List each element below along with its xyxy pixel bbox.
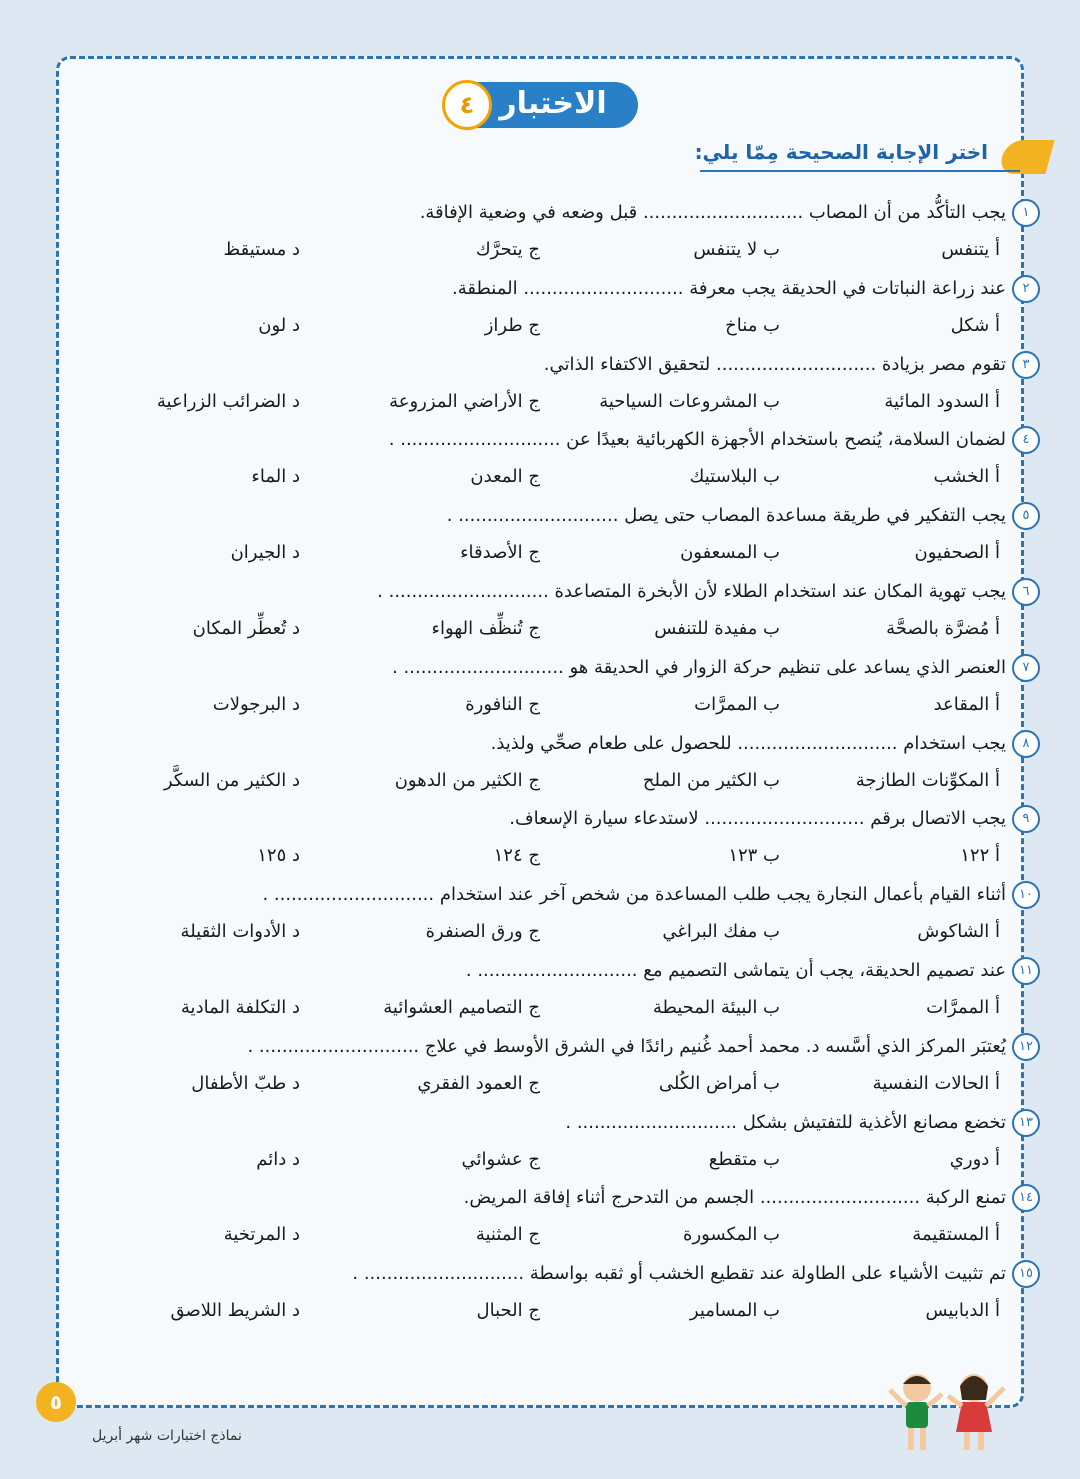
question-number: ١١ xyxy=(1012,957,1040,985)
question-text: عند زراعة النباتات في الحديقة يجب معرفة ............................ المنطقة. xyxy=(452,278,1006,299)
answer-option[interactable]: د المرتخية xyxy=(223,1224,300,1245)
question-number: ٨ xyxy=(1012,730,1040,758)
answer-option[interactable]: ج العمود الفقري xyxy=(417,1073,540,1094)
options-row xyxy=(70,614,1000,644)
answer-option[interactable]: أ الدبابيس xyxy=(925,1300,1000,1321)
instruction-heading: اختر الإجابة الصحيحة مِمّا يلي: xyxy=(694,140,988,164)
question-3 xyxy=(80,350,1040,380)
answer-option[interactable]: د مستيقظ xyxy=(223,239,300,260)
question-text: أثناء القيام بأعمال النجارة يجب طلب المساعدة من شخص آخر عند استخدام ............................ . xyxy=(262,884,1006,905)
question-2 xyxy=(80,274,1040,304)
question-number: ١٠ xyxy=(1012,881,1040,909)
answer-option[interactable]: ج الأراضي المزروعة xyxy=(389,391,540,412)
answer-option[interactable]: د الأدوات الثقيلة xyxy=(180,921,300,942)
children-illustration-icon xyxy=(882,1360,1012,1460)
question-number: ١ xyxy=(1012,199,1040,227)
question-text: عند تصميم الحديقة، يجب أن يتماشى التصميم مع ............................ . xyxy=(465,960,1006,981)
question-text: يجب التفكير في طريقة مساعدة المصاب حتى يصل ............................ . xyxy=(446,505,1006,526)
options-row xyxy=(70,917,1000,947)
question-number: ١٤ xyxy=(1012,1184,1040,1212)
footer-caption: نماذج اختبارات شهر أبريل xyxy=(92,1428,242,1444)
question-text: تم تثبيت الأشياء على الطاولة عند تقطيع الخشب أو ثقبه بواسطة ............................ . xyxy=(352,1263,1006,1284)
answer-option[interactable]: أ السدود المائية xyxy=(884,391,1000,412)
answer-option[interactable]: ج النافورة xyxy=(465,694,540,715)
options-row xyxy=(70,387,1000,417)
answer-option[interactable]: ج التصاميم العشوائية xyxy=(383,997,540,1018)
question-8 xyxy=(80,729,1040,759)
options-row xyxy=(70,462,1000,492)
instruction-underline xyxy=(700,170,1020,172)
answer-option[interactable]: د طبّ الأطفال xyxy=(191,1073,300,1094)
options-row xyxy=(70,311,1000,341)
answer-option[interactable]: ج ١٢٤ xyxy=(493,845,540,866)
options-row xyxy=(70,1069,1000,1099)
answer-option[interactable]: ب مفك البراغي xyxy=(662,921,780,942)
answer-option[interactable]: ج المثنية xyxy=(475,1224,540,1245)
question-13 xyxy=(80,1108,1040,1138)
answer-option[interactable]: د لون xyxy=(258,315,300,336)
options-row xyxy=(70,766,1000,796)
test-title: الاختبار xyxy=(499,86,607,121)
question-12 xyxy=(80,1032,1040,1062)
answer-option[interactable]: ب البلاستيك xyxy=(689,466,780,487)
question-1 xyxy=(80,198,1040,228)
options-row xyxy=(70,690,1000,720)
answer-option[interactable]: د الشريط اللاصق xyxy=(170,1300,300,1321)
answer-option[interactable]: أ الصحفيون xyxy=(914,542,1000,563)
answer-option[interactable]: أ المستقيمة xyxy=(912,1224,1000,1245)
answer-option[interactable]: د البرجولات xyxy=(212,694,300,715)
question-number: ٦ xyxy=(1012,578,1040,606)
answer-option[interactable]: أ ١٢٢ xyxy=(960,845,1000,866)
question-text: يجب استخدام ............................ للحصول على طعام صحِّي ولذيذ. xyxy=(490,733,1006,754)
question-text: يُعتبَر المركز الذي أسَّسه د. محمد أحمد غُنيم رائدًا في الشرق الأوسط في علاج ............................ . xyxy=(247,1036,1006,1057)
answer-option[interactable]: ج يتحرَّك xyxy=(475,239,540,260)
test-number-badge: ٤ xyxy=(442,80,492,130)
answer-option[interactable]: ج تُنظِّف الهواء xyxy=(431,618,540,639)
answer-option[interactable]: د الكثير من السكَّر xyxy=(163,770,300,791)
options-row xyxy=(70,993,1000,1023)
answer-option[interactable]: أ المقاعد xyxy=(933,694,1000,715)
answer-option[interactable]: ب ١٢٣ xyxy=(728,845,780,866)
answer-option[interactable]: د دائم xyxy=(256,1149,300,1170)
answer-option[interactable]: ب مفيدة للتنفس xyxy=(654,618,780,639)
question-6 xyxy=(80,577,1040,607)
question-text: يجب الاتصال برقم ............................ لاستدعاء سيارة الإسعاف. xyxy=(509,808,1006,829)
answer-option[interactable]: د التكلفة المادية xyxy=(180,997,300,1018)
answer-option[interactable]: ج الحبال xyxy=(476,1300,540,1321)
answer-option[interactable]: أ يتنفس xyxy=(941,239,1000,260)
answer-option[interactable]: ب الممرَّات xyxy=(694,694,780,715)
answer-option[interactable]: ب لا يتنفس xyxy=(693,239,780,260)
question-10 xyxy=(80,880,1040,910)
answer-option[interactable]: ج طراز xyxy=(484,315,540,336)
options-row xyxy=(70,1220,1000,1250)
answer-option[interactable]: أ المكوِّنات الطازجة xyxy=(855,770,1000,791)
answer-option[interactable]: أ الممرَّات xyxy=(926,997,1000,1018)
answer-option[interactable]: ج ورق الصنفرة xyxy=(425,921,540,942)
answer-option[interactable]: د ١٢٥ xyxy=(257,845,300,866)
question-9 xyxy=(80,804,1040,834)
options-row xyxy=(70,235,1000,265)
answer-option[interactable]: أ مُضرَّة بالصحَّة xyxy=(886,618,1000,639)
question-text: يجب تهوية المكان عند استخدام الطلاء لأن الأبخرة المتصاعدة ............................ . xyxy=(377,581,1006,602)
question-number: ٧ xyxy=(1012,654,1040,682)
question-text: تمنع الركبة ............................ الجسم من التدحرج أثناء إفاقة المريض. xyxy=(463,1187,1006,1208)
answer-option[interactable]: د الضرائب الزراعية xyxy=(156,391,300,412)
answer-option[interactable]: أ دوري xyxy=(949,1149,1000,1170)
question-number: ٥ xyxy=(1012,502,1040,530)
question-number: ٣ xyxy=(1012,351,1040,379)
question-11 xyxy=(80,956,1040,986)
question-number: ٩ xyxy=(1012,805,1040,833)
answer-option[interactable]: ب المكسورة xyxy=(683,1224,780,1245)
page-number-badge: ٥ xyxy=(36,1382,76,1422)
question-number: ١٥ xyxy=(1012,1260,1040,1288)
answer-option[interactable]: ج المعدن xyxy=(470,466,540,487)
question-text: تقوم مصر بزيادة ............................ لتحقيق الاكتفاء الذاتي. xyxy=(543,354,1006,375)
question-7 xyxy=(80,653,1040,683)
question-15 xyxy=(80,1259,1040,1289)
answer-option[interactable]: د الماء xyxy=(251,466,300,487)
answer-option[interactable]: أ الحالات النفسية xyxy=(872,1073,1000,1094)
answer-option[interactable]: ج الكثير من الدهون xyxy=(394,770,540,791)
answer-option[interactable]: أ الشاكوش xyxy=(917,921,1000,942)
answer-option[interactable]: ج الأصدقاء xyxy=(460,542,540,563)
options-row xyxy=(70,841,1000,871)
answer-option[interactable]: أ شكل xyxy=(950,315,1000,336)
answer-option[interactable]: ج عشوائي xyxy=(461,1149,540,1170)
answer-option[interactable]: ب متقطع xyxy=(708,1149,780,1170)
options-row xyxy=(70,1145,1000,1175)
question-5 xyxy=(80,501,1040,531)
answer-option[interactable]: ب المشروعات السياحية xyxy=(599,391,780,412)
question-number: ٢ xyxy=(1012,275,1040,303)
question-text: يجب التأكُّد من أن المصاب ............................ قبل وضعه في وضعية الإفاقة. xyxy=(419,202,1006,223)
question-14 xyxy=(80,1183,1040,1213)
answer-option[interactable]: ب المسامير xyxy=(689,1300,780,1321)
answer-option[interactable]: د الجيران xyxy=(230,542,300,563)
answer-option[interactable]: ب الكثير من الملح xyxy=(642,770,780,791)
question-number: ١٢ xyxy=(1012,1033,1040,1061)
answer-option[interactable]: ب مناخ xyxy=(725,315,780,336)
options-row xyxy=(70,1296,1000,1326)
answer-option[interactable]: ب أمراض الكُلى xyxy=(658,1073,780,1094)
question-text: لضمان السلامة، يُنصح باستخدام الأجهزة الكهربائية بعيدًا عن ............................ . xyxy=(388,429,1006,450)
answer-option[interactable]: د تُعطِّر المكان xyxy=(192,618,300,639)
options-row xyxy=(70,538,1000,568)
question-number: ١٣ xyxy=(1012,1109,1040,1137)
question-4 xyxy=(80,425,1040,455)
answer-option[interactable]: أ الخشب xyxy=(933,466,1000,487)
answer-option[interactable]: ب البيئة المحيطة xyxy=(652,997,780,1018)
answer-option[interactable]: ب المسعفون xyxy=(680,542,780,563)
question-number: ٤ xyxy=(1012,426,1040,454)
question-text: العنصر الذي يساعد على تنظيم حركة الزوار في الحديقة هو ............................ . xyxy=(392,657,1006,678)
question-text: تخضع مصانع الأغذية للتفتيش بشكل ............................ . xyxy=(565,1112,1006,1133)
